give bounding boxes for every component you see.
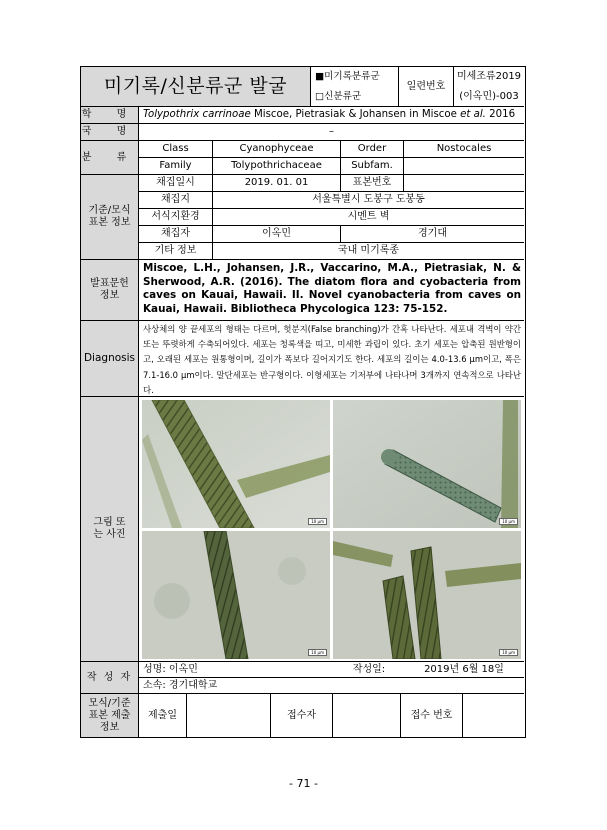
submit-date-label: 제출일 (139, 694, 187, 737)
author-name: 성명: 이옥민 (139, 662, 334, 678)
receiver-value (333, 694, 401, 737)
page-number: - 71 - (289, 777, 318, 790)
specimen-no-label: 표본번호 (341, 175, 404, 192)
receiver-label: 접수자 (271, 694, 333, 737)
micrograph-1-image (142, 400, 330, 528)
serial-value-line2: (이옥민)-003 (454, 87, 524, 107)
order-label: Order (341, 141, 404, 158)
other-label: 기타 정보 (139, 243, 213, 260)
sci-name-italic: Tolypothrix carrinoae (143, 108, 251, 120)
micrograph-4-image (333, 531, 521, 659)
references-label: 발표문헌 정보 (81, 260, 139, 321)
checkbox-unrecorded: ■미기록분류군 (311, 67, 399, 87)
sci-name-etal: et al. (460, 108, 486, 120)
collector-label: 채집자 (139, 226, 213, 243)
family-value: Tolypothrichaceae (213, 158, 341, 175)
receipt-no-value (463, 694, 524, 737)
sci-name-year: 2016 (485, 108, 516, 120)
classification-label: 분 류 (81, 141, 139, 175)
author-date-label: 작성일: (334, 662, 404, 678)
family-label: Family (139, 158, 213, 175)
micrograph-4 (333, 531, 521, 659)
institution-value: 경기대 (341, 226, 524, 243)
figures-label: 그림 또는 사진 (81, 397, 139, 662)
form-title: 미기록/신분류군 발굴 (81, 67, 311, 107)
sci-name-value (139, 107, 524, 124)
references-text: Miscoe, L.H., Johansen, J.R., Vaccarino, M.A., Pietrasiak, N. & Sherwood, A.R. (2016). The diatom flora and cyobacteria from caves on Kauai, Hawaii. II. Novel cyanobacteria from caves on Kauai, Hawaii. Bibliotheca Phycologica 123: 75-152. (139, 260, 524, 321)
author-date-value: 2019년 6월 18일 (404, 662, 524, 678)
date-value: 2019. 01. 01 (213, 175, 341, 192)
diagnosis-text: 사상체의 양 끝세포의 형태는 다르며, 헛분지(False branching)가 간혹 나타난다. 세포내 격벽이 약간 또는 뚜렷하게 수축되어있다. 세포는 청록색을 띠고, 미세한 과립이 있다. 초기 세포는 압축된 원반형이고, 오래된 세포는 원통형이며, 길이가 폭보다 길어지기도 한다. 세포의 길이는 4.0-13.6 μm이고, 폭은 7.1-16.0 μm이다. 말단세포는 반구형이다. 이형세포는 기저부에 나타나며 3개까지 연속적으로 나타난다. (139, 321, 524, 397)
micrograph-2 (333, 400, 521, 528)
serial-value-line1: 미세조류2019 (456, 71, 522, 82)
micrograph-1 (142, 400, 330, 528)
specimen-no-value (404, 175, 524, 192)
serial-label: 일련번호 (399, 67, 454, 107)
order-value: Nostocales (404, 141, 524, 158)
scale-bar-2: 10 μm (499, 518, 518, 525)
subfam-label: Subfam. (341, 158, 404, 175)
habitat-value: 시멘트 벽 (213, 209, 524, 226)
other-value: 국내 미기록종 (213, 243, 524, 260)
specimen-section-label: 기준/모식 표본 정보 (81, 175, 139, 260)
sci-name-label: 학 명 (81, 107, 139, 124)
scale-bar-1: 10 μm (308, 518, 327, 525)
sci-name-authors: Miscoe, Pietrasiak & Johansen in Miscoe (250, 108, 461, 120)
submission-label: 모식/기준 표본 제출정보 (81, 694, 139, 737)
class-label: Class (139, 141, 213, 158)
date-label: 채집일시 (139, 175, 213, 192)
micrograph-3-image (142, 531, 330, 659)
habitat-label: 서식지환경 (139, 209, 213, 226)
receipt-no-label: 접수 번호 (401, 694, 463, 737)
specimen-form (80, 66, 526, 738)
scale-bar-4: 10 μm (499, 649, 518, 656)
site-label: 채집지 (139, 192, 213, 209)
subfam-value (404, 158, 524, 175)
scale-bar-3: 10 μm (308, 649, 327, 656)
diagnosis-label: Diagnosis (81, 321, 139, 397)
site-value: 서울특별시 도봉구 도봉동 (213, 192, 524, 209)
micrograph-2-image (333, 400, 521, 528)
submit-date-value (187, 694, 271, 737)
checkbox-new: □신분류군 (311, 87, 399, 107)
class-value: Cyanophyceae (213, 141, 341, 158)
collector-value: 이옥민 (213, 226, 341, 243)
korean-name-label: 국 명 (81, 124, 139, 141)
author-affiliation: 소속: 경기대학교 (139, 678, 524, 694)
micrograph-3 (142, 531, 330, 659)
author-label: 작 성 자 (81, 662, 139, 694)
korean-name-value: – (139, 124, 524, 141)
